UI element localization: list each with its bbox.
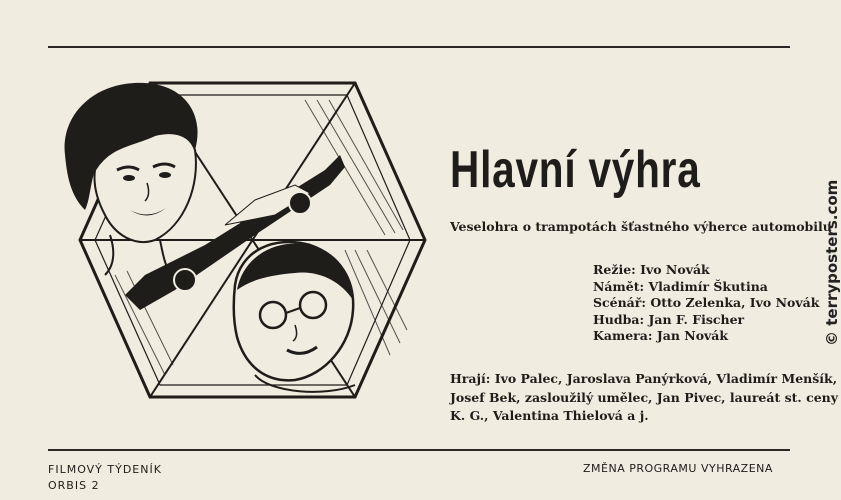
credit-name: Vladimír Škutina <box>648 278 768 294</box>
cast-label: Hrají: <box>450 371 491 386</box>
publisher-orbis: ORBIS 2 <box>48 479 100 492</box>
program-notice: ZMĚNA PROGRAMU VYHRAZENA <box>583 462 773 475</box>
publisher-block <box>48 462 162 494</box>
credit-role: Režie: <box>593 262 636 277</box>
cast-names: Ivo Palec, Jaroslava Panýrková, Vladimír Menšík, <box>494 371 838 386</box>
credit-role: Scénář: <box>593 295 646 310</box>
top-rule <box>48 46 790 48</box>
credit-role: Hudba: <box>593 311 645 327</box>
hexagon-car-couple-illustration <box>55 75 435 405</box>
film-subtitle: Veselohra o trampotách šťastného výherce automobilu <box>450 219 832 234</box>
credit-role: Námět: <box>593 278 645 294</box>
cast-line: Josef Bek, zasloužilý umělec, Jan Pivec, laureát st. ceny <box>450 389 839 405</box>
credit-role: Kamera: <box>593 328 653 343</box>
watermark-text: © terryposters.com <box>823 179 841 346</box>
watermark <box>795 150 841 350</box>
credit-screenplay <box>593 295 820 312</box>
cast-line: K. G., Valentina Thielová a j. <box>450 408 649 423</box>
credit-music <box>593 312 793 329</box>
credit-name: Jan F. Fischer <box>648 311 745 327</box>
credits-list <box>593 262 820 345</box>
credit-story <box>593 279 793 296</box>
credit-camera <box>593 328 793 345</box>
publisher-name: FILMOVÝ TÝDENÍK <box>48 463 162 476</box>
credit-name: Jan Novák <box>656 328 729 343</box>
film-title: Hlavní výhra <box>450 141 701 199</box>
woman-face-icon <box>65 83 198 275</box>
cast-line <box>450 370 838 389</box>
bottom-rule <box>48 449 790 451</box>
credit-director <box>593 262 793 279</box>
cast-block <box>450 370 839 426</box>
credit-name: Ivo Novák <box>640 262 710 277</box>
credit-name: Otto Zelenka, Ivo Novák <box>650 295 820 310</box>
